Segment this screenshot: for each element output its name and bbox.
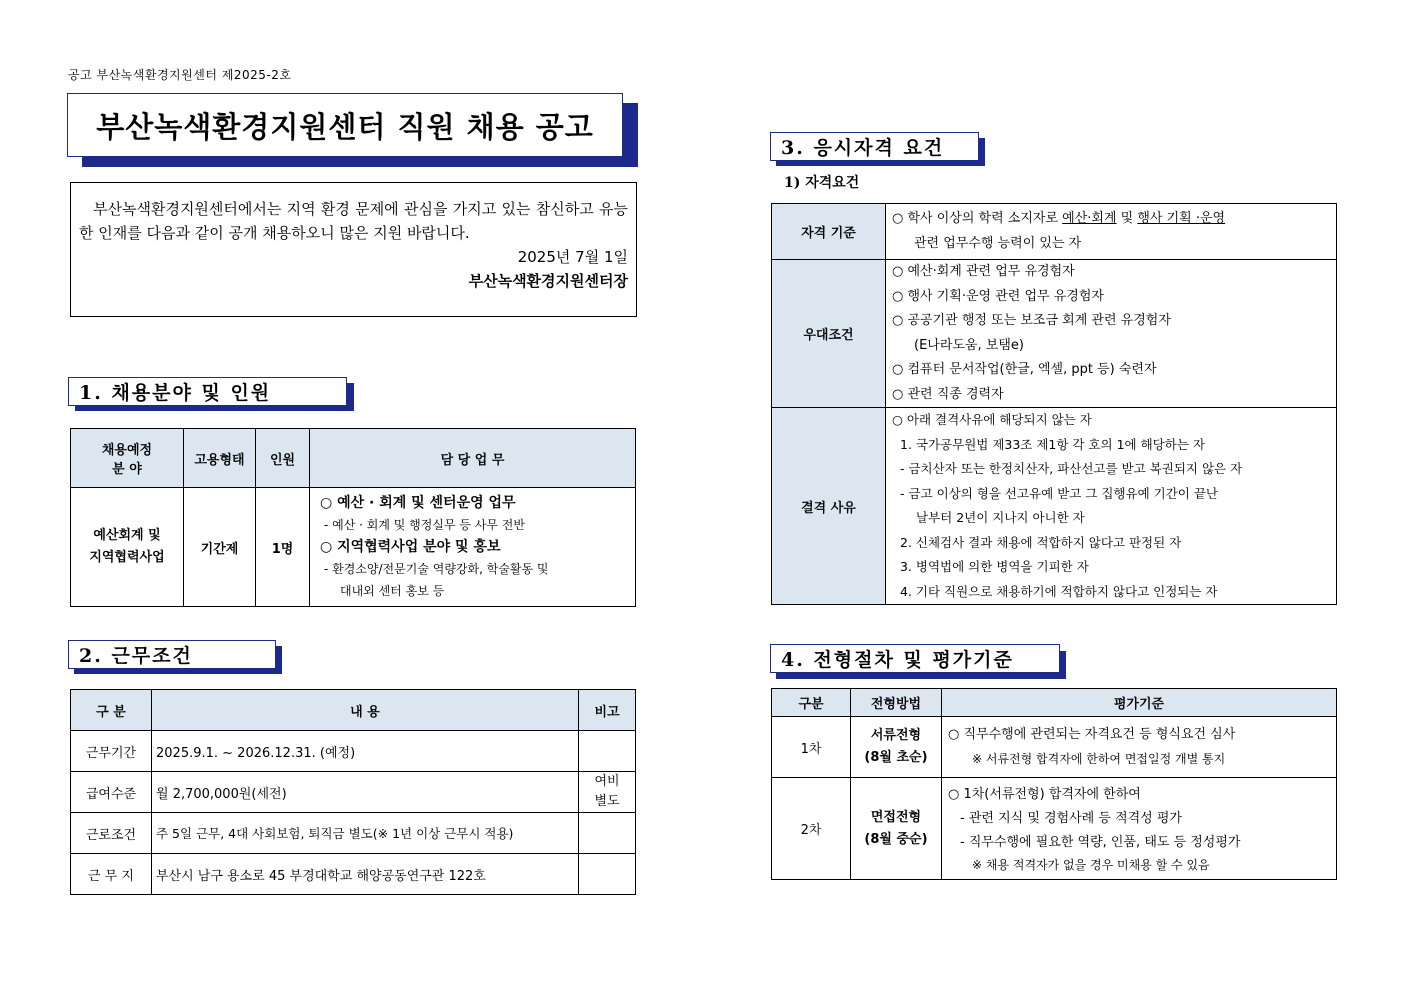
recruit-table [70, 428, 636, 607]
pref-line: ○ 컴퓨터 문서작업(한글, 엑셀, ppt 등) 숙련자 [892, 362, 1157, 377]
process-row [772, 778, 1337, 880]
disq-line: - 금치산자 또는 한정치산자, 파산선고를 받고 복권되지 않은 자 [900, 461, 1243, 476]
col-type: 고용형태 [184, 429, 256, 488]
criteria-cell [942, 717, 1337, 778]
intro-text: 부산녹색환경지원센터에서는 지역 환경 문제에 관심을 가지고 있는 참신하고 유능한 인재를 다음과 같이 공개 채용하오니 많은 지원 바랍니다. [79, 200, 628, 242]
recruit-row [71, 488, 636, 607]
cond-content: 주 5일 근무, 4대 사회보험, 퇴직금 별도(※ 1년 이상 근무시 적용) [152, 813, 579, 854]
duty-cell [310, 488, 636, 607]
duty-item-3: ○ 지역협력사업 분야 및 홍보 [320, 539, 501, 555]
method-line-1: 서류전형 [870, 728, 922, 743]
disq-content [886, 408, 1337, 605]
cond-category: 근무기간 [71, 731, 152, 772]
field-line-2: 지역협력사업 [89, 550, 165, 565]
conditions-header-row [71, 690, 636, 731]
duty-item-2: - 예산 · 회계 및 행정실무 등 사무 전반 [324, 518, 525, 532]
criteria-note: ※ 서류전형 합격자에 한하여 면접일정 개별 통지 [972, 752, 1226, 766]
cond-category: 근 무 지 [71, 854, 152, 895]
pref-line: ○ 공공기관 행정 또는 보조금 회계 관련 유경험자 [892, 313, 1171, 328]
intro-date: 2025년 7월 1일 [517, 248, 628, 266]
criteria-line: ○ 1차(서류전형) 합격자에 한하여 [948, 786, 1141, 802]
qual-text-a: ○ 학사 이상의 학력 소지자로 [892, 211, 1063, 226]
method-line-1: 면접전형 [870, 809, 922, 825]
pref-label: 우대조건 [772, 260, 886, 408]
sec3-subtitle: 1) 자격요건 [784, 175, 860, 191]
intro-signer: 부산녹색환경지원센터장 [468, 272, 628, 290]
process-table [771, 688, 1337, 880]
notice-number: 공고 부산녹색환경지원센터 제2025-2호 [68, 68, 292, 82]
sec1-title: 1. 채용분야 및 인원 [68, 377, 347, 406]
col-stage: 구분 [772, 689, 851, 717]
pref-line: ○ 예산·회계 관련 업무 유경험자 [892, 264, 1075, 279]
process-row [772, 717, 1337, 778]
qual-underline-1: 예산·회계 [1062, 211, 1117, 226]
disq-row [772, 408, 1337, 605]
col-field-2: 분 야 [112, 462, 142, 477]
field-line-1: 예산회계 및 [93, 528, 161, 543]
cond-note-line-1: 여비 [594, 774, 620, 789]
criteria-line: ○ 직무수행에 관련되는 자격요건 등 형식요건 심사 [948, 726, 1236, 742]
criteria-line: - 직무수행에 필요한 역량, 인품, 태도 등 정성평가 [960, 834, 1241, 850]
cond-note [579, 813, 636, 854]
page-title: 부산녹색환경지원센터 직원 채용 공고 [67, 93, 623, 157]
qual-label: 자격 기준 [772, 204, 886, 260]
col-duty: 담 당 업 무 [310, 429, 636, 488]
cond-content: 2025.9.1. ~ 2026.12.31. (예정) [152, 731, 579, 772]
disq-line: 날부터 2년이 지나지 아니한 자 [916, 510, 1085, 525]
sec2-title: 2. 근무조건 [68, 640, 276, 669]
pref-content [886, 260, 1337, 408]
disq-label: 결격 사유 [772, 408, 886, 605]
conditions-table [70, 689, 636, 895]
pref-line: ○ 행사 기획·운영 관련 업무 유경험자 [892, 288, 1104, 304]
process-header-row [772, 689, 1337, 717]
field-cell [71, 488, 184, 607]
qual-content [886, 204, 1337, 260]
criteria-line: - 관련 지식 및 경험사례 등 적격성 평가 [960, 810, 1182, 826]
qual-row [772, 204, 1337, 260]
conditions-row [71, 731, 636, 772]
col-note: 비고 [579, 690, 636, 731]
disq-line: - 금고 이상의 형을 선고유예 받고 그 집행유예 기간이 끝난 [900, 485, 1218, 501]
disq-line: 1. 국가공무원법 제33조 제1항 각 호의 1에 해당하는 자 [900, 436, 1205, 452]
col-field-1: 채용예정 [101, 443, 153, 458]
col-content: 내 용 [152, 690, 579, 731]
col-field [71, 429, 184, 488]
method-cell [851, 778, 942, 880]
duty-item-1: ○ 예산 · 회계 및 센터운영 업무 [320, 495, 516, 511]
qual-line-1 [892, 207, 1330, 232]
stage-cell: 2차 [772, 778, 851, 880]
intro-box [70, 182, 637, 317]
conditions-row [71, 813, 636, 854]
disq-line: 4. 기타 직원으로 채용하기에 적합하지 않다고 인정되는 자 [900, 583, 1218, 599]
cond-content: 부산시 남구 용소로 45 부경대학교 해양공동연구관 122호 [152, 854, 579, 895]
method-line-2: (8월 중순) [864, 831, 928, 847]
col-method: 전형방법 [851, 689, 942, 717]
sec4-title: 4. 전형절차 및 평가기준 [770, 644, 1060, 673]
pref-row [772, 260, 1337, 408]
duty-item-4: - 환경소양/전문기술 역량강화, 학술활동 및 [324, 562, 549, 576]
sec3-title: 3. 응시자격 요건 [770, 132, 979, 161]
conditions-row [71, 772, 636, 813]
disq-line: 3. 병역법에 의한 병역을 기피한 자 [900, 559, 1089, 574]
type-cell: 기간제 [184, 488, 256, 607]
qual-text-b: 및 [1116, 211, 1138, 226]
duty-item-5: 대내외 센터 홍보 등 [340, 584, 445, 598]
qual-underline-2: 행사 기획 ·운영 [1137, 211, 1226, 226]
cond-content: 월 2,700,000원(세전) [152, 772, 579, 813]
col-count: 인원 [256, 429, 310, 488]
count-cell: 1명 [256, 488, 310, 607]
cond-category: 근로조건 [71, 813, 152, 854]
disq-line: 2. 신체검사 결과 채용에 적합하지 않다고 판정된 자 [900, 534, 1182, 550]
cond-note [579, 854, 636, 895]
qual-line-2: 관련 업무수행 능력이 있는 자 [914, 235, 1082, 251]
pref-line: ○ 관련 직종 경력자 [892, 386, 1004, 402]
cond-note [579, 772, 636, 813]
method-cell [851, 717, 942, 778]
disq-line: ○ 아래 결격사유에 해당되지 않는 자 [892, 412, 1092, 427]
criteria-cell [942, 778, 1337, 880]
cond-note-line-2: 별도 [594, 794, 620, 809]
conditions-row [71, 854, 636, 895]
pref-line: (E나라도움, 보탬e) [914, 337, 1024, 353]
cond-note [579, 731, 636, 772]
col-criteria: 평가기준 [942, 689, 1337, 717]
stage-cell: 1차 [772, 717, 851, 778]
recruit-header-row [71, 429, 636, 488]
qualification-table [771, 203, 1337, 605]
method-line-2: (8월 초순) [864, 750, 928, 765]
col-category: 구 분 [71, 690, 152, 731]
criteria-note: ※ 채용 적격자가 없을 경우 미채용 할 수 있음 [972, 857, 1210, 872]
cond-category: 급여수준 [71, 772, 152, 813]
